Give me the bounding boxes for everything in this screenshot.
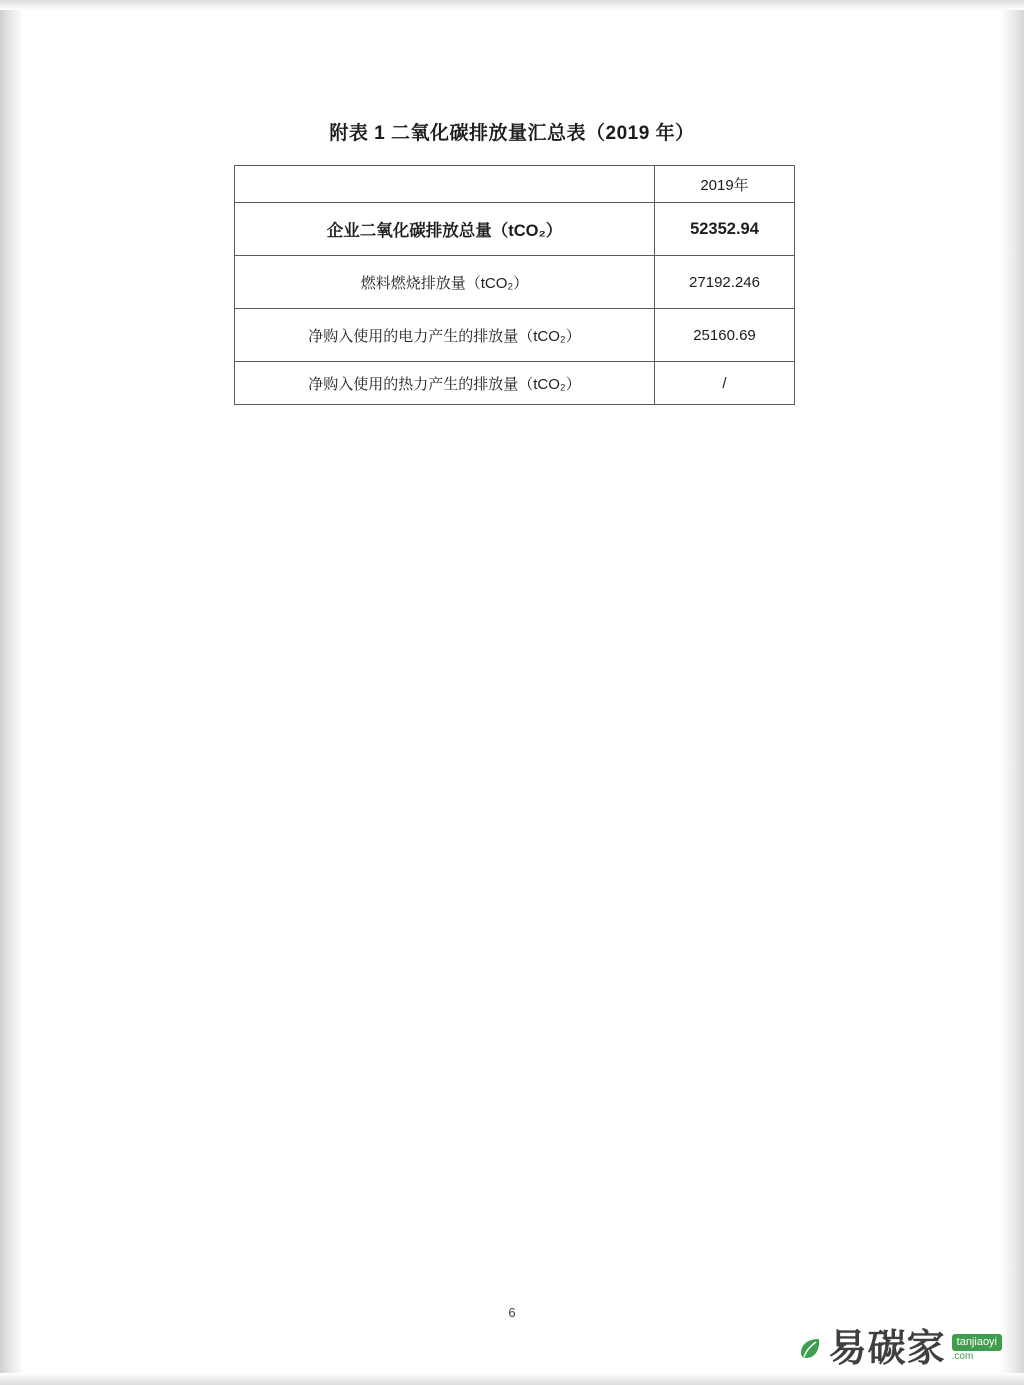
- table-row: [235, 203, 795, 256]
- scan-edge-left: [0, 0, 24, 1385]
- table-row: [235, 309, 795, 362]
- table-header-year: 2019年: [655, 166, 795, 203]
- row-label-fuel-combustion: 燃料燃烧排放量（tCO₂）: [235, 256, 655, 309]
- table-row: [235, 166, 795, 203]
- row-label-total-emissions: 企业二氧化碳排放总量（tCO₂）: [235, 203, 655, 256]
- watermark-badge: tanjiaoyi: [952, 1334, 1002, 1350]
- page-title: 附表 1 二氧化碳排放量汇总表（2019 年）: [329, 123, 695, 144]
- row-value-fuel-combustion: 27192.246: [655, 256, 795, 309]
- watermark-logo: [797, 1326, 1002, 1370]
- row-value-purchased-electricity: 25160.69: [655, 309, 795, 362]
- watermark-domain: .com: [951, 1350, 974, 1362]
- page-number: 6: [508, 1305, 516, 1320]
- watermark-tagline: [952, 1334, 1002, 1361]
- table-header-blank: [235, 166, 655, 203]
- leaf-icon: [797, 1335, 823, 1361]
- watermark-brand: 易碳家: [828, 1326, 946, 1370]
- emissions-summary-table: [234, 165, 795, 405]
- table-row: [235, 256, 795, 309]
- row-label-purchased-electricity: 净购入使用的电力产生的排放量（tCO₂）: [235, 309, 655, 362]
- row-label-purchased-heat: 净购入使用的热力产生的排放量（tCO₂）: [235, 362, 655, 405]
- scan-edge-bottom: [0, 1373, 1024, 1385]
- row-value-purchased-heat: /: [655, 362, 795, 405]
- row-value-total-emissions: 52352.94: [655, 203, 795, 256]
- scan-edge-top: [0, 0, 1024, 10]
- table-row: [235, 362, 795, 405]
- scan-edge-right: [1000, 0, 1024, 1385]
